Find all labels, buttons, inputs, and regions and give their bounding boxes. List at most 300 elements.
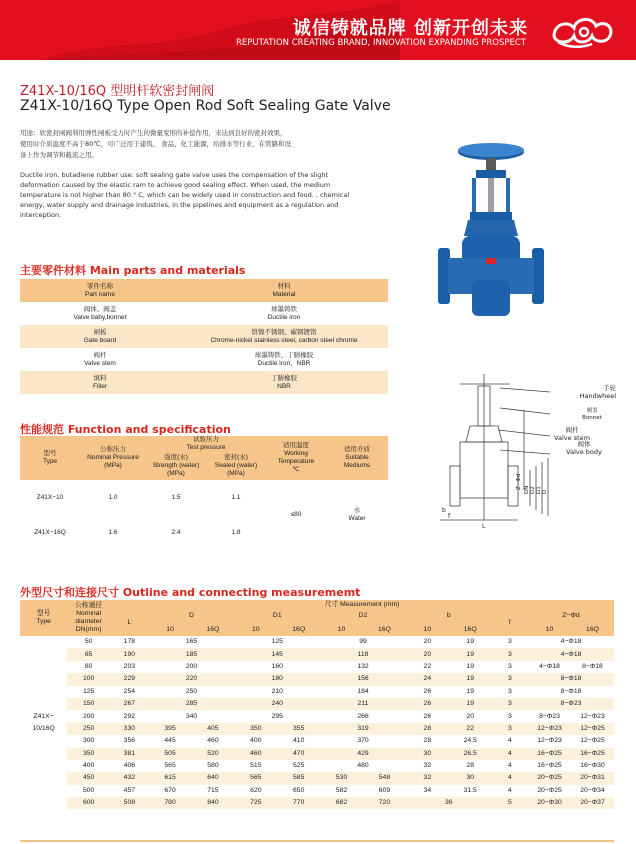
header-unit: (MPa) [227, 470, 245, 478]
dim-f: f [448, 513, 451, 520]
header-type [20, 436, 80, 480]
dn-cell: 65 [67, 648, 110, 660]
d2-16q-cell: 720 [363, 797, 406, 809]
b-16q-cell: 20 [449, 710, 492, 722]
zd-16q-cell: 16−Φ25 [571, 748, 614, 760]
b-10-cell: 26 [406, 698, 449, 710]
header-unit: ℃ [292, 466, 300, 473]
sealed-cell: 1.8 [206, 516, 266, 550]
zd-16q-cell: 16−Φ30 [571, 760, 614, 772]
dn-cell: 50 [67, 636, 110, 648]
f-cell: 4 [492, 735, 528, 747]
outline-table [20, 600, 614, 809]
d-cell: 285 [149, 698, 235, 710]
part-name-cn: 阀杆 [93, 351, 107, 359]
d1-cell: 160 [234, 661, 320, 673]
table-row [20, 748, 614, 760]
b-10-cell: 22 [406, 661, 449, 673]
strength-cell: 2.4 [146, 516, 206, 550]
b-10-cell: 26 [406, 686, 449, 698]
dim-d2: D2 [530, 486, 536, 494]
zd-16q-cell: 8−Φ18 [571, 661, 614, 673]
header-cn: 适用介质 [344, 446, 370, 453]
header-en: Strength (water) [152, 462, 200, 470]
f-cell: 3 [492, 723, 528, 735]
b-10-cell: 20 [406, 636, 449, 648]
header-cn: 公称通径 [75, 602, 103, 609]
f-cell: 4 [492, 772, 528, 784]
zd-10-cell: 12−Φ23 [528, 723, 571, 735]
f-cell: 3 [492, 648, 528, 660]
d-10-cell: 565 [149, 760, 192, 772]
description-en-line: interception. [20, 211, 62, 219]
table-row [20, 772, 614, 784]
technical-drawing [440, 370, 616, 530]
header-en: Mediums [343, 462, 371, 469]
l-cell: 267 [110, 698, 149, 710]
l-cell: 330 [110, 723, 149, 735]
label-handwheel-en: Handwheel [579, 392, 616, 400]
type-cell: Z41X−10 [20, 480, 80, 516]
part-name-cell [20, 325, 180, 348]
banner-slogan-cn: 诚信铸就品牌 创新开创未来 [292, 18, 528, 39]
d2-cell: 370 [320, 735, 406, 747]
header-unit: (MPa) [167, 470, 185, 478]
zd-10-cell: 4−Φ18 [528, 661, 571, 673]
d2-cell: 99 [320, 636, 406, 648]
d-cell: 165 [149, 636, 235, 648]
dn-cell: 350 [67, 748, 110, 760]
d-16q-cell: 460 [192, 735, 235, 747]
header-cn: 试验压力 [193, 436, 219, 444]
dn-cell: 600 [67, 797, 110, 809]
header-unit: DN(mm) [75, 626, 102, 633]
description-cn-line: 用途：软密封闸阀利用弹性闸板受力时产生的微量变形的补偿作用，来达到良好的密封效果， [20, 129, 287, 137]
f-cell: 3 [492, 636, 528, 648]
table-row [20, 480, 388, 516]
label-body-en: Valve body [566, 448, 602, 456]
function-section-title [20, 421, 231, 437]
description-cn-line: 使用时介质温度不高于80℃，可广泛用于建筑、 食品、化工能源，给排水等行业，在管路和设 [20, 140, 292, 148]
header-zd: Z−Φd [528, 609, 614, 624]
header-16q: 16Q [449, 624, 492, 636]
d-10-cell: 395 [149, 723, 192, 735]
function-table [20, 436, 388, 550]
type-cell: Z41X−16Q [20, 516, 80, 550]
medium-en: Water [348, 515, 366, 522]
sealed-cell: 1.1 [206, 480, 266, 516]
dim-b: b [442, 507, 446, 514]
table-header-row [20, 436, 388, 453]
label-bonnet-cn: 阀盖 [586, 408, 598, 414]
header-cn: 型号 [36, 610, 51, 617]
header-sealed [206, 453, 266, 480]
header-en: Test pressure [186, 444, 226, 452]
d2-cell: 184 [320, 686, 406, 698]
table-row [20, 636, 614, 648]
header-mediums [326, 436, 388, 480]
d-16q-cell: 640 [192, 772, 235, 784]
material-cell [180, 371, 388, 394]
header-en: Suitable [345, 454, 369, 461]
d1-10-cell: 400 [234, 735, 277, 747]
d1-16q-cell: 410 [277, 735, 320, 747]
table-row [20, 710, 614, 722]
dim-dn: DN [524, 485, 530, 494]
header-measurement: 尺寸 Measurement (mm) [110, 600, 614, 609]
header-material [180, 279, 388, 302]
part-name-en: Gate board [83, 336, 117, 344]
header-type [20, 600, 67, 636]
header-dn [67, 600, 110, 636]
header-d1: D1 [234, 609, 320, 624]
header-en: Material [272, 290, 296, 298]
description-en-line: temperature is not higher than 80 ° C, which can be widely used in construction and food. , chemical [20, 191, 350, 199]
header-cn: 零件名称 [87, 282, 113, 290]
header-cn: 型号 [43, 450, 57, 457]
material-cn: 球墨铸铁、丁腈橡胶 [254, 351, 314, 359]
d2-cell: 480 [320, 760, 406, 772]
header-16q: 16Q [277, 624, 320, 636]
d1-10-cell: 620 [234, 785, 277, 797]
table-header-row [20, 279, 388, 302]
d2-10-cell: 682 [320, 797, 363, 809]
np-cell: 1.6 [80, 516, 146, 550]
zd-16q-cell: 12−Φ23 [571, 710, 614, 722]
header-16q: 16Q [571, 624, 614, 636]
table-row [20, 348, 388, 371]
d-cell: 200 [149, 661, 235, 673]
description-cn [20, 128, 291, 161]
d1-cell: 180 [234, 673, 320, 685]
b-16q-cell: 19 [449, 648, 492, 660]
d-16q-cell: 840 [192, 797, 235, 809]
table-row [20, 785, 614, 797]
d2-10-cell: 530 [320, 772, 363, 784]
product-title-en: Z41X-10/16Q Type Open Rod Soft Sealing Gate Valve [20, 98, 391, 114]
dn-cell: 200 [67, 710, 110, 722]
header-16q: 16Q [363, 624, 406, 636]
d1-16q-cell: 650 [277, 785, 320, 797]
part-name-cn: 阀体、阀盖 [83, 305, 117, 313]
b-16q-cell: 31.5 [449, 785, 492, 797]
d-10-cell: 615 [149, 772, 192, 784]
zd-16q-cell: 20−Φ31 [571, 772, 614, 784]
label-stem-cn: 阀杆 [565, 426, 579, 434]
zd-10-cell: 20−Φ25 [528, 772, 571, 784]
zd-16q-cell: 12−Φ25 [571, 723, 614, 735]
zd-10-cell: 16−Φ25 [528, 760, 571, 772]
parts-section-title [20, 262, 245, 278]
d2-cell: 429 [320, 748, 406, 760]
header-en: diameter [75, 618, 102, 625]
d-10-cell: 445 [149, 735, 192, 747]
table-row [20, 648, 614, 660]
dn-cell: 400 [67, 760, 110, 772]
material-cn: 丁腈橡胶 [271, 374, 297, 382]
material-en: Chrome-nickel stainless steel, carbon steel chrome [210, 336, 358, 344]
zd-cell: 4−Φ18 [528, 648, 614, 660]
header-unit: (MPa) [104, 462, 122, 469]
description-en-line: Ductile iron, butadiene rubber use: soft sealing gate valve uses the compensation of the slight [20, 171, 329, 179]
product-title-cn: Z41X-10/16Q 型明杆软密封闸阀 [20, 84, 215, 99]
header-d: D [149, 609, 235, 624]
d2-cell: 118 [320, 648, 406, 660]
f-cell: 3 [492, 673, 528, 685]
medium-cell [326, 480, 388, 550]
table-row [20, 735, 614, 747]
zd-cell: 4−Φ18 [528, 636, 614, 648]
part-name-en: Filler [92, 382, 108, 390]
d-16q-cell: 715 [192, 785, 235, 797]
medium-cn: 水 [353, 507, 361, 514]
part-name-cell [20, 302, 180, 325]
table-row [20, 760, 614, 772]
l-cell: 356 [110, 735, 149, 747]
header-en: Nominal [76, 610, 102, 617]
d1-cell: 295 [234, 710, 320, 722]
description-cn-line: 备上作为调节和截流之用。 [20, 151, 98, 159]
zd-cell: 8−Φ23 [528, 698, 614, 710]
f-cell: 5 [492, 797, 528, 809]
f-cell: 4 [492, 760, 528, 772]
label-stem-en: Valve stem [554, 434, 590, 442]
header-nominal-pressure [80, 436, 146, 480]
l-cell: 508 [110, 797, 149, 809]
dim-zd: Z−Φd [516, 473, 522, 490]
d-10-cell: 780 [149, 797, 192, 809]
header-en: Working [284, 450, 308, 457]
material-cell [180, 348, 388, 371]
l-cell: 457 [110, 785, 149, 797]
d2-16q-cell: 609 [363, 785, 406, 797]
part-name-en: Valve stem [84, 359, 116, 367]
d1-10-cell: 460 [234, 748, 277, 760]
header-en: Part name [85, 290, 115, 298]
header-l: L [110, 609, 149, 636]
d1-cell: 240 [234, 698, 320, 710]
table-header-row [20, 600, 614, 609]
part-name-cell [20, 348, 180, 371]
b-10-cell: 20 [406, 648, 449, 660]
zd-10-cell: 16−Φ25 [528, 748, 571, 760]
b-10-cell: 30 [406, 748, 449, 760]
b-16q-cell: 19 [449, 673, 492, 685]
l-cell: 203 [110, 661, 149, 673]
table-header-row [20, 609, 614, 624]
description-en [20, 170, 349, 220]
table-row [20, 371, 388, 394]
dn-cell: 125 [67, 686, 110, 698]
d1-cell: 125 [234, 636, 320, 648]
l-cell: 292 [110, 710, 149, 722]
l-cell: 178 [110, 636, 149, 648]
d1-16q-cell: 770 [277, 797, 320, 809]
top-banner [0, 0, 636, 60]
header-f: f [492, 609, 528, 636]
header-16q: 16Q [192, 624, 235, 636]
b-16q-cell: 19 [449, 698, 492, 710]
b-10-cell: 28 [406, 723, 449, 735]
d-16q-cell: 580 [192, 760, 235, 772]
outline-title-text: 外型尺寸和连接尺寸 Outline and connecting measurememt [20, 586, 361, 599]
b-16q-cell: 22 [449, 723, 492, 735]
header-cn: 公称压力 [100, 446, 126, 453]
dim-l: L [482, 523, 486, 530]
table-row [20, 723, 614, 735]
d-16q-cell: 520 [192, 748, 235, 760]
header-10: 10 [406, 624, 449, 636]
d-10-cell: 505 [149, 748, 192, 760]
dim-d: D [542, 489, 548, 494]
material-cell [180, 302, 388, 325]
d1-cell: 145 [234, 648, 320, 660]
dn-cell: 250 [67, 723, 110, 735]
table-row [20, 698, 614, 710]
zd-16q-cell: 20−Φ37 [571, 797, 614, 809]
b-10-cell: 34 [406, 785, 449, 797]
d-cell: 340 [149, 710, 235, 722]
d1-10-cell: 725 [234, 797, 277, 809]
parts-table [20, 279, 388, 394]
b-16q-cell: 19 [449, 686, 492, 698]
table-row [20, 797, 614, 809]
l-cell: 190 [110, 648, 149, 660]
type-cell [20, 636, 67, 809]
temperature-cell: ≤80 [266, 480, 326, 550]
header-cn: 材料 [277, 282, 291, 290]
d1-cell: 210 [234, 686, 320, 698]
banner-slogan-en: REPUTATION CREATING BRAND, INNOVATION EXPANDING PROSPECT [235, 38, 526, 48]
header-en: Sealed (water) [214, 462, 258, 470]
cloud-logo-icon [548, 10, 618, 50]
d2-cell: 156 [320, 673, 406, 685]
header-cn: 强度(水) [164, 454, 188, 462]
gate-valve-illustration [436, 140, 546, 340]
dn-cell: 150 [67, 698, 110, 710]
d-16q-cell: 405 [192, 723, 235, 735]
description-en-line: deformation caused by the elastic ram to achieve good sealing effect. When used, the medium [20, 181, 331, 189]
b-16q-cell: 19 [449, 636, 492, 648]
table-row [20, 686, 614, 698]
l-cell: 381 [110, 748, 149, 760]
header-en: Type [42, 458, 58, 465]
header-b: b [406, 609, 492, 624]
zd-10-cell: 20−Φ25 [528, 785, 571, 797]
dim-d1: D1 [536, 486, 542, 494]
l-cell: 254 [110, 686, 149, 698]
f-cell: 3 [492, 710, 528, 722]
f-cell: 3 [492, 661, 528, 673]
header-test-pressure [146, 436, 266, 453]
dn-cell: 450 [67, 772, 110, 784]
b-16q-cell: 28 [449, 760, 492, 772]
b-10-cell: 24 [406, 673, 449, 685]
d2-10-cell: 582 [320, 785, 363, 797]
f-cell: 3 [492, 686, 528, 698]
description-en-line: energy, water supply and drainage industries, in the pipelines and equipment as a regulation and [20, 201, 339, 209]
bottom-divider [20, 840, 614, 842]
material-en: Ductile iron、NBR [257, 359, 311, 367]
dn-cell: 500 [67, 785, 110, 797]
parts-title-text: 主要零件材料 Main parts and materials [20, 264, 246, 277]
b-cell: 36 [406, 797, 492, 809]
d1-16q-cell: 355 [277, 723, 320, 735]
b-10-cell: 32 [406, 760, 449, 772]
l-cell: 229 [110, 673, 149, 685]
zd-16q-cell: 12−Φ25 [571, 735, 614, 747]
l-cell: 406 [110, 760, 149, 772]
l-cell: 432 [110, 772, 149, 784]
header-cn: 密封(水) [224, 454, 248, 462]
type-label: Z41X− [33, 712, 54, 720]
strength-cell: 1.5 [146, 480, 206, 516]
b-16q-cell: 24.5 [449, 735, 492, 747]
d-cell: 185 [149, 648, 235, 660]
dn-cell: 80 [67, 661, 110, 673]
header-strength [146, 453, 206, 480]
header-cn: 适用温度 [283, 442, 309, 449]
d1-10-cell: 515 [234, 760, 277, 772]
table-row [20, 661, 614, 673]
part-name-cell [20, 371, 180, 394]
material-cn: 球墨铸铁 [271, 305, 297, 313]
d1-16q-cell: 525 [277, 760, 320, 772]
material-cell [180, 325, 388, 348]
header-en: Temperature [277, 458, 315, 465]
label-body-cn: 阀体 [577, 440, 591, 448]
f-cell: 4 [492, 785, 528, 797]
header-part-name [20, 279, 180, 302]
d1-16q-cell: 585 [277, 772, 320, 784]
header-10: 10 [528, 624, 571, 636]
material-cn: 铬镍不锈钢、碳钢镀铬 [251, 328, 317, 336]
np-cell: 1.0 [80, 480, 146, 516]
material-en: NBR [277, 382, 291, 390]
b-10-cell: 32 [406, 772, 449, 784]
zd-10-cell: 8−Φ23 [528, 710, 571, 722]
table-row [20, 302, 388, 325]
label-bonnet-en: Bonnet [582, 415, 602, 421]
header-d2: D2 [320, 609, 406, 624]
f-cell: 4 [492, 748, 528, 760]
d2-16q-cell: 548 [363, 772, 406, 784]
part-name-en: Valve baby,bonnet [73, 313, 127, 321]
d-cell: 250 [149, 686, 235, 698]
d-cell: 220 [149, 673, 235, 685]
zd-10-cell: 12−Φ23 [528, 735, 571, 747]
header-10: 10 [234, 624, 277, 636]
b-16q-cell: 26.5 [449, 748, 492, 760]
header-10: 10 [320, 624, 363, 636]
zd-cell: 8−Φ18 [528, 686, 614, 698]
d2-cell: 132 [320, 661, 406, 673]
table-row [20, 325, 388, 348]
b-16q-cell: 30 [449, 772, 492, 784]
outline-section-title [20, 584, 360, 600]
part-name-cn: 填料 [93, 374, 107, 382]
b-10-cell: 28 [406, 735, 449, 747]
header-10: 10 [149, 624, 192, 636]
b-10-cell: 26 [406, 710, 449, 722]
header-en: Nominal Pressure [87, 454, 139, 461]
b-16q-cell: 19 [449, 661, 492, 673]
header-temperature [266, 436, 326, 480]
label-handwheel-cn: 手轮 [603, 384, 616, 392]
d1-10-cell: 350 [234, 723, 277, 735]
type-label: 10/16Q [32, 724, 55, 732]
d-10-cell: 670 [149, 785, 192, 797]
